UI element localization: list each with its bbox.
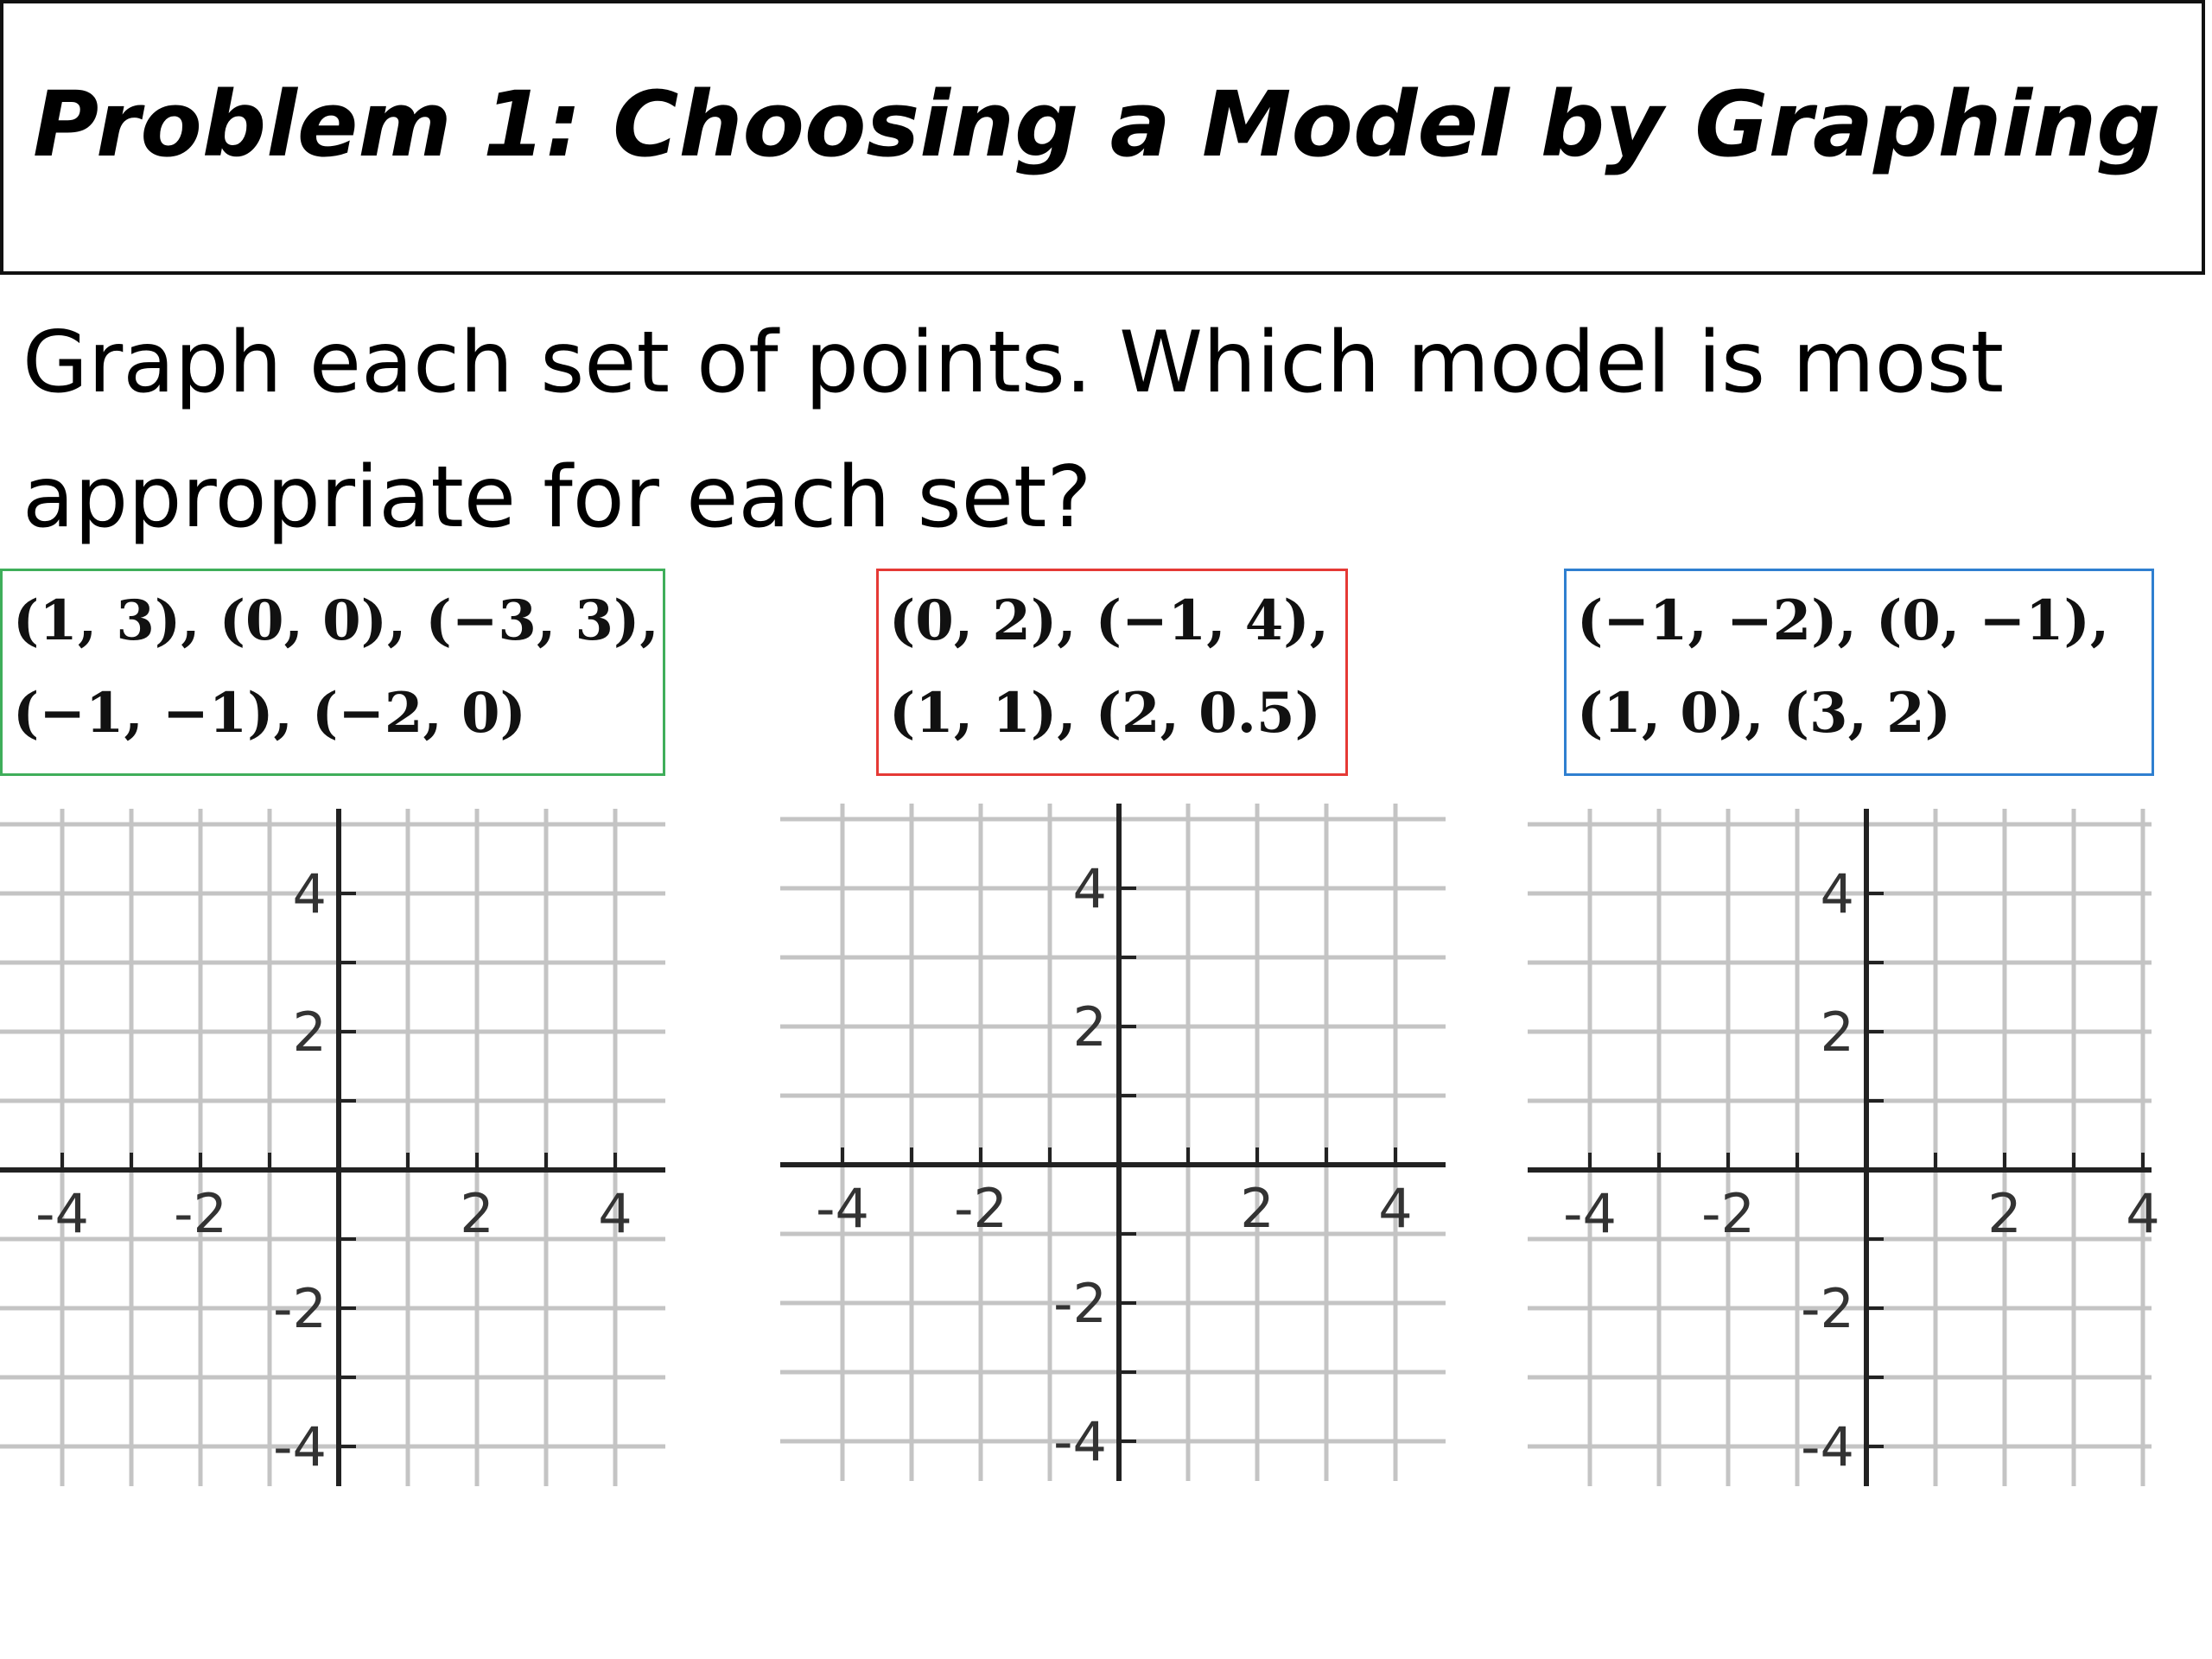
point-set-3-line-2: (1, 0), (3, 2) [1577, 681, 1951, 746]
point-set-box-2 [876, 569, 1348, 776]
point-set-1-line-2: (−1, −1), (−2, 0) [13, 681, 526, 746]
point-set-2-line-2: (1, 1), (2, 0.5) [889, 681, 1321, 746]
y-tick-label: 2 [1072, 995, 1107, 1058]
y-tick-label: 4 [1072, 857, 1107, 920]
point-set-2-line-1: (0, 2), (−1, 4), [889, 588, 1329, 653]
y-tick-label: 2 [1820, 1001, 1854, 1064]
point-set-box-3 [1564, 569, 2154, 776]
y-tick-label: -2 [273, 1277, 327, 1340]
title-box [0, 0, 2205, 275]
x-tick-label: 4 [598, 1182, 632, 1245]
y-tick-label: 4 [1820, 862, 1854, 925]
x-tick-label: -4 [35, 1182, 89, 1245]
x-tick-label: -4 [1563, 1182, 1617, 1245]
x-tick-label: -2 [1701, 1182, 1755, 1245]
x-tick-label: 4 [1378, 1177, 1413, 1240]
y-tick-label: -2 [1801, 1277, 1854, 1340]
coordinate-grid-3[interactable] [1528, 809, 2160, 1486]
x-tick-label: -4 [816, 1177, 869, 1240]
coordinate-grid-1[interactable] [0, 809, 665, 1486]
y-tick-label: -4 [273, 1415, 327, 1478]
y-tick-label: 2 [292, 1001, 327, 1064]
x-tick-label: -2 [954, 1177, 1007, 1240]
x-tick-label: 2 [1240, 1177, 1274, 1240]
coordinate-grid-2[interactable] [780, 804, 1446, 1481]
point-set-box-1 [0, 569, 665, 776]
x-tick-label: 4 [2126, 1182, 2160, 1245]
y-tick-label: -4 [1053, 1410, 1107, 1473]
x-tick-label: 2 [1987, 1182, 2022, 1245]
page-title: Problem 1: Choosing a Model by Graphing [33, 72, 2161, 177]
x-tick-label: -2 [174, 1182, 227, 1245]
y-tick-label: -2 [1053, 1272, 1107, 1335]
point-set-3-line-1: (−1, −2), (0, −1), [1577, 588, 2110, 653]
y-tick-label: -4 [1801, 1415, 1854, 1478]
point-set-1-line-1: (1, 3), (0, 0), (−3, 3), [13, 588, 659, 653]
y-tick-label: 4 [292, 862, 327, 925]
x-tick-label: 2 [460, 1182, 494, 1245]
instructions-text: Graph each set of points. Which model is most appropriate for each set? [22, 314, 2005, 547]
